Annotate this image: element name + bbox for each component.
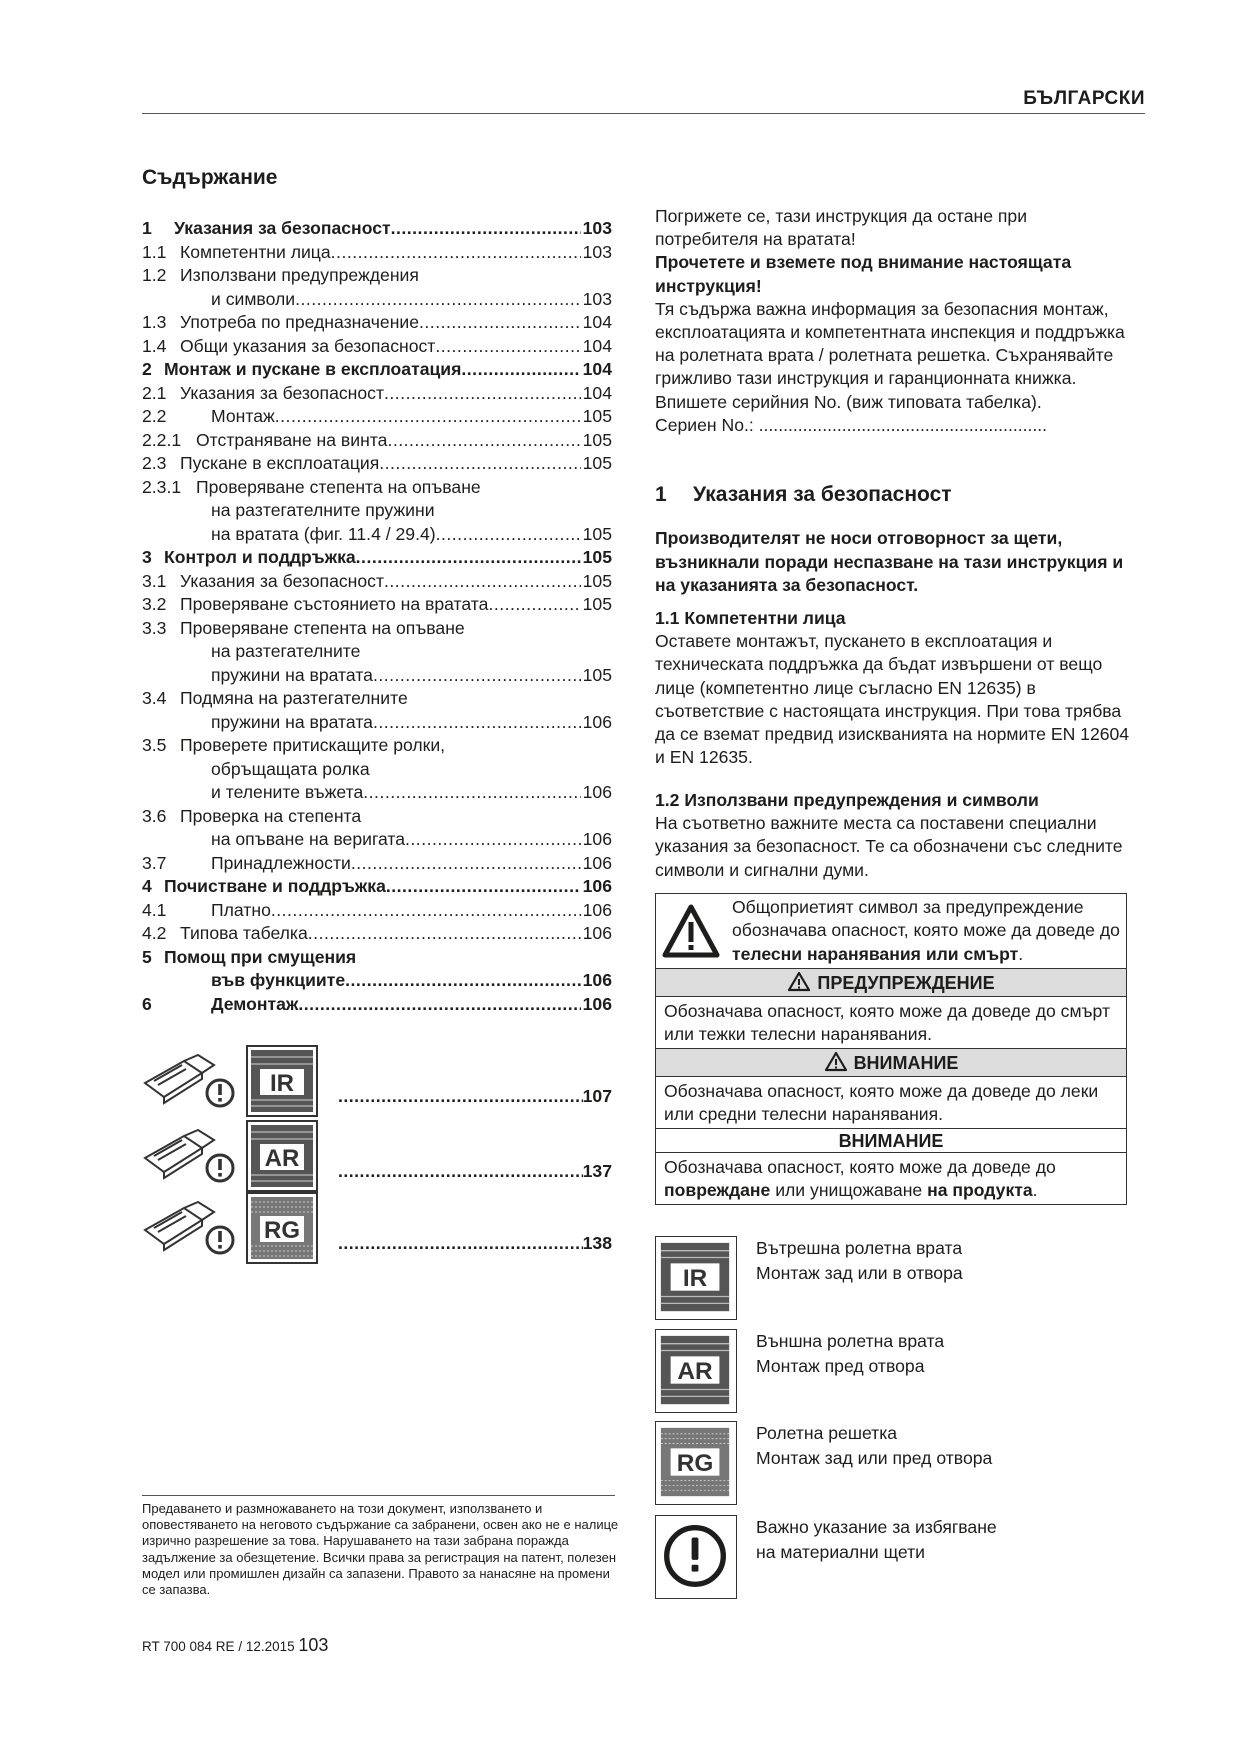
toc-number: 4.2 (142, 923, 167, 943)
general-warning-row: Общоприетият символ за предупреждение обозначава опасност, която може да доведе до телесни наранявания или смърт. (656, 894, 1126, 968)
toc-row[interactable] (142, 782, 612, 806)
toc-row[interactable] (142, 618, 612, 642)
subsection-title: 1.2 Използвани предупреждения и символи (655, 790, 1039, 810)
toc-page-number: 106 (582, 993, 612, 1014)
toc-row[interactable] (142, 218, 612, 242)
caution-header: ВНИМАНИЕ (656, 1048, 1126, 1076)
toc-number: 3.3 (142, 617, 167, 638)
toc-page-number: 105 (582, 594, 612, 614)
toc-page-number: 105 (582, 453, 612, 473)
toc-row[interactable] (142, 242, 612, 266)
toc-number: 3.4 (142, 688, 167, 708)
toc-page-number: 104 (582, 312, 612, 332)
warning-triangle-icon (787, 971, 811, 992)
toc-entry-text: Принадлежности (211, 852, 351, 873)
toc-entry-text: Помощ при смущения (164, 946, 357, 967)
toc-number: 4 (142, 876, 152, 896)
symbol-notice (655, 1515, 1135, 1599)
toc-entry-text: Отстраняване на винта (196, 429, 388, 450)
toc-row[interactable] (142, 712, 612, 736)
toc-page-number: 106 (582, 899, 612, 920)
toc-number: 1.4 (142, 335, 167, 356)
toc-number: 3.7 (142, 852, 167, 873)
legal-notice: Предаването и размножаването на този документ, използването и оповестяването на неговото съдържание са забранени, освен ако не е налице изрично разрешение за това. Нарушаването на тази забрана поражда задължение за обезщетение. Всички права за регистрация на патент, полезен модел или промишлен дизайн са запазени. Правото за нанасяне на промени се запазва. (142, 1501, 619, 1598)
toc-number: 3.2 (142, 594, 167, 614)
toc-entry-text: обръщащата ролка (211, 758, 370, 779)
toc-number: 2.3 (142, 453, 167, 473)
toc-page-number: 105 (582, 406, 612, 426)
toc-page-number: 106 (582, 782, 612, 802)
toc-entry-text: Указания за безопасност (174, 218, 391, 238)
toc-row[interactable] (142, 336, 612, 360)
toc-number: 1 (142, 218, 152, 238)
symbol-title: Вътрешна ролетна врата (756, 1238, 963, 1258)
toc-number: 3.1 (142, 570, 167, 591)
toc-row[interactable] (142, 571, 612, 595)
toc-entry-text: Пускане в експлоатация (180, 453, 380, 473)
rg-grille-icon (655, 1421, 737, 1505)
toc-entry-text: на опъване на веригата (211, 829, 406, 849)
toc-entry-text: на разтегателните (211, 641, 361, 661)
toc-page-number: 105 (582, 523, 612, 544)
toc-entry-text: Монтаж и пускане в експлоатация (164, 359, 462, 379)
svg-text:IR: IR (682, 1264, 708, 1292)
toc-row[interactable] (142, 688, 612, 712)
notice-header: ВНИМАНИЕ (656, 1128, 1126, 1152)
toc-entry-text: Указания за безопасност (180, 382, 385, 403)
quicklink-page: 138 (582, 1233, 612, 1253)
toc-row[interactable] (142, 312, 612, 336)
exclamation-circle-icon (655, 1515, 737, 1599)
toc-entry-text: Проверяване степента на опъване (196, 476, 481, 497)
toc-entry-text: Указания за безопасност (180, 570, 385, 591)
toc-row[interactable] (142, 970, 612, 994)
toc-entry-text: пружини на вратата (211, 664, 373, 685)
toc-row[interactable] (142, 900, 612, 924)
toc-title: Съдържание (142, 166, 278, 189)
toc-row[interactable] (142, 265, 612, 289)
toc-row[interactable] (142, 853, 612, 877)
toc-page-number: 105 (582, 570, 612, 591)
footer-divider (142, 1495, 615, 1496)
toc-number: 3.6 (142, 805, 167, 826)
toc-entry-text: Използвани предупреждения (180, 265, 419, 285)
symbol-title: Важно указание за избягване (756, 1517, 997, 1537)
toc-page-number: 104 (582, 382, 612, 403)
ar-door-icon (246, 1120, 318, 1192)
liability-note: Производителят не носи отговорност за щети, възникнали поради неспазване на тази инструкция и на указанията за безопасност. (655, 528, 1124, 595)
toc-page-number: 103 (582, 241, 612, 262)
toc-number: 1.2 (142, 265, 167, 285)
quicklink-ar[interactable] (142, 1120, 612, 1192)
toc-row[interactable] (142, 406, 612, 430)
toc-row[interactable] (142, 829, 612, 853)
toc-entry-text: Общи указания за безопасност (180, 335, 436, 356)
quicklink-ir[interactable] (142, 1045, 612, 1117)
toc-entry-text: Демонтаж (211, 993, 299, 1014)
toc-number: 1.3 (142, 312, 167, 332)
warning-triangle-icon (662, 903, 720, 959)
toc-number: 3 (142, 547, 152, 567)
toc-row[interactable] (142, 383, 612, 407)
toc-entry-text: Подмяна на разтегателните (180, 688, 408, 708)
quicklink-rg[interactable] (142, 1192, 612, 1264)
toc-number: 2.3.1 (142, 476, 182, 497)
warning-header: ПРЕДУПРЕЖДЕНИЕ (656, 968, 1126, 996)
toc-row[interactable] (142, 947, 612, 971)
toc-page-number: 105 (582, 547, 612, 567)
toc-entry-text: Контрол и поддръжка (164, 547, 356, 567)
warning-description: Обозначава опасност, която може да доведе до смърт или тежки телесни наранявания. (656, 996, 1126, 1048)
symbol-title: Външна ролетна врата (756, 1331, 945, 1351)
serial-number-field: Сериен No.: ........................................................... (655, 414, 1048, 435)
toc-page-number: 106 (582, 852, 612, 873)
toc-number: 6 (142, 993, 152, 1014)
ar-door-icon (655, 1329, 737, 1413)
toc-page-number: 106 (582, 711, 612, 732)
toc-entry-text: на вратата (фиг. 11.4 / 29.4) (211, 523, 436, 544)
warning-triangle-icon (824, 1051, 848, 1072)
toc-number: 2 (142, 359, 152, 379)
toc-number: 4.1 (142, 899, 167, 920)
toc-entry-text: и символи (211, 288, 296, 309)
symbol-subtitle: Монтаж зад или пред отвора (756, 1447, 993, 1468)
toc-page-number: 104 (582, 335, 612, 356)
toc-number: 3.5 (142, 735, 167, 755)
subsection-text: На съответно важните места са поставени специални указания за безопасност. Те са обозначени със следните символи и сигнални думи. (655, 813, 1123, 880)
signal-words-table (655, 893, 1127, 1205)
manual-warning-icon (142, 1126, 236, 1186)
toc-entry-text: Проверяване състоянието на вратата (180, 594, 489, 614)
toc-entry-text: Платно (211, 899, 271, 920)
quicklink-page: 107 (582, 1086, 612, 1106)
toc-entry-text: Монтаж (211, 406, 275, 426)
toc-row[interactable] (142, 735, 612, 759)
toc-row[interactable] (142, 594, 612, 618)
toc-page-number: 103 (582, 218, 612, 238)
notice-description: Обозначава опасност, която може да доведе до повреждане или унищожаване на продукта. (656, 1152, 1126, 1204)
toc-number: 1.1 (142, 241, 167, 262)
intro-text (655, 205, 1135, 437)
symbol-ar (655, 1329, 1135, 1413)
toc-row[interactable] (142, 923, 612, 947)
toc-row[interactable] (142, 665, 612, 689)
page-number: 103 (298, 1635, 329, 1655)
toc-row[interactable] (142, 359, 612, 383)
toc-entry-text: и телените въжета (211, 782, 364, 802)
language-label: БЪЛГАРСКИ (1023, 88, 1145, 109)
section-1-2 (655, 789, 1135, 882)
toc-page-number: 106 (582, 970, 612, 990)
toc-row[interactable] (142, 759, 612, 783)
document-reference: RT 700 084 RE / 12.2015 103 (142, 1635, 329, 1655)
toc-row[interactable] (142, 524, 612, 548)
toc-entry-text: Проверете притискащите ролки, (180, 735, 446, 755)
intro-p3: Тя съдържа важна информация за безопасния монтаж, експлоатацията и компетентната инспекция и поддръжка на ролетната врата / ролетната решетка. Съхранявайте грижливо тази инструкция и гаранционната книжка. (655, 298, 1125, 389)
svg-text:AR: AR (264, 1145, 300, 1172)
svg-text:IR: IR (270, 1070, 294, 1097)
subsection-title: 1.1 Компетентни лица (655, 608, 846, 628)
caution-description: Обозначава опасност, която може да доведе до леки или средни телесни наранявания. (656, 1076, 1126, 1128)
toc-row[interactable] (142, 289, 612, 313)
svg-text:RG: RG (676, 1449, 714, 1477)
section-heading: 1 Указания за безопасност (655, 483, 952, 506)
symbol-subtitle: на материални щети (756, 1541, 925, 1562)
toc-page-number: 104 (582, 359, 612, 379)
svg-text:RG: RG (264, 1217, 300, 1244)
toc-page-number: 106 (582, 876, 612, 896)
header-divider (142, 113, 1145, 114)
toc-row[interactable] (142, 547, 612, 571)
toc-entry-text: във функциите (211, 970, 346, 990)
toc-page-number: 105 (582, 429, 612, 450)
toc-entry-text: на разтегателните пружини (211, 500, 435, 520)
toc-entry-text: Употреба по предназначение (180, 312, 420, 332)
toc-page-number: 106 (582, 923, 612, 943)
toc-number: 2.2.1 (142, 429, 182, 450)
intro-p2: Прочетете и вземете под внимание настоящата инструкция! (655, 252, 1072, 296)
manual-warning-icon (142, 1198, 236, 1258)
intro-p1: Погрижете се, тази инструкция да остане при потребителя на вратата! (655, 206, 1028, 250)
table-of-contents (142, 218, 612, 1017)
toc-number: 5 (142, 946, 152, 967)
symbol-ir (655, 1236, 1135, 1320)
toc-row[interactable] (142, 876, 612, 900)
toc-row[interactable] (142, 994, 612, 1018)
symbol-rg (655, 1421, 1135, 1505)
toc-row[interactable] (142, 430, 612, 454)
ir-door-icon (246, 1045, 318, 1117)
rg-grille-icon (246, 1192, 318, 1264)
section-1-1 (655, 607, 1135, 769)
symbol-title: Ролетна решетка (756, 1423, 898, 1443)
toc-entry-text: Типова табелка (180, 923, 308, 943)
toc-row[interactable] (142, 453, 612, 477)
quicklink-page: 137 (582, 1161, 612, 1181)
toc-entry-text: Почистване и поддръжка (164, 876, 386, 896)
toc-number: 2.1 (142, 382, 167, 403)
toc-row[interactable] (142, 806, 612, 830)
toc-page-number: 106 (582, 829, 612, 849)
symbol-subtitle: Монтаж зад или в отвора (756, 1262, 963, 1283)
toc-row[interactable] (142, 641, 612, 665)
manual-warning-icon (142, 1051, 236, 1111)
toc-entry-text: Проверка на степента (180, 805, 362, 826)
toc-row[interactable] (142, 477, 612, 501)
toc-entry-text: Компетентни лица (180, 241, 331, 262)
ir-door-icon (655, 1236, 737, 1320)
intro-p4: Впишете серийния No. (виж типовата табелка). (655, 391, 1042, 412)
toc-page-number: 103 (582, 288, 612, 309)
toc-row[interactable] (142, 500, 612, 524)
toc-page-number: 105 (582, 664, 612, 685)
toc-number: 2.2 (142, 406, 167, 426)
svg-text:AR: AR (677, 1357, 713, 1385)
subsection-text: Оставете монтажът, пускането в експлоатация и техническата поддръжка да бъдат извършени от вещо лице (компетентно лице съгласно EN 12635) в съответствие с настоящата инструкция. При това трябва да се вземат предвид изискванията на нормите EN 12604 и EN 12635. (655, 631, 1130, 768)
toc-entry-text: Проверяване степента на опъване (180, 617, 465, 638)
symbol-subtitle: Монтаж пред отвора (756, 1355, 925, 1376)
toc-entry-text: пружини на вратата (211, 711, 373, 732)
